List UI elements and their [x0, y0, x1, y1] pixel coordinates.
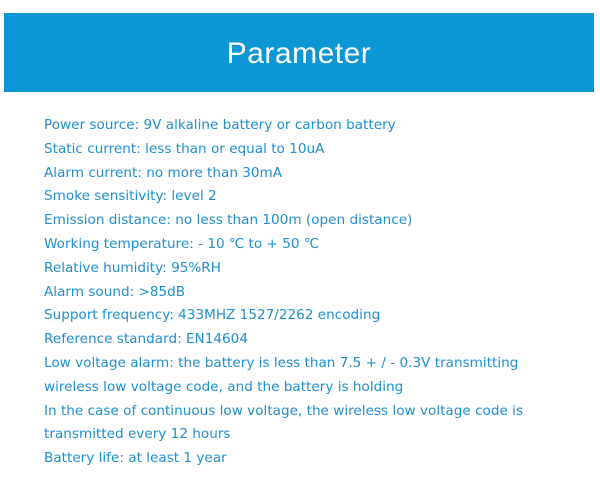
- param-smoke-sensitivity: Smoke sensitivity: level 2: [44, 188, 217, 205]
- banner-title: Parameter: [226, 36, 372, 70]
- param-working-temperature: Working temperature: - 10 ℃ to + 50 ℃: [44, 235, 320, 252]
- param-reference-standard: Reference standard: EN14604: [44, 331, 248, 348]
- param-relative-humidity: Relative humidity: 95%RH: [44, 259, 221, 276]
- param-continuous-low-voltage-cont: transmitted every 12 hours: [44, 426, 231, 443]
- param-static-current: Static current: less than or equal to 10uA: [44, 140, 325, 157]
- title-banner: [4, 13, 594, 92]
- param-low-voltage-alarm: Low voltage alarm: the battery is less than 7.5 + / - 0.3V transmitting: [44, 354, 519, 371]
- param-support-frequency: Support frequency: 433MHZ 1527/2262 encoding: [44, 307, 381, 324]
- param-alarm-current: Alarm current: no more than 30mA: [44, 164, 283, 181]
- param-continuous-low-voltage: In the case of continuous low voltage, the wireless low voltage code is: [44, 402, 524, 419]
- param-power-source: Power source: 9V alkaline battery or carbon battery: [44, 117, 396, 133]
- param-alarm-sound: Alarm sound: >85dB: [44, 283, 186, 300]
- param-emission-distance: Emission distance: no less than 100m (open distance): [44, 212, 413, 229]
- parameter-list: [44, 114, 584, 471]
- param-battery-life: Battery life: at least 1 year: [44, 450, 227, 467]
- param-low-voltage-alarm-cont: wireless low voltage code, and the battery is holding: [44, 378, 404, 395]
